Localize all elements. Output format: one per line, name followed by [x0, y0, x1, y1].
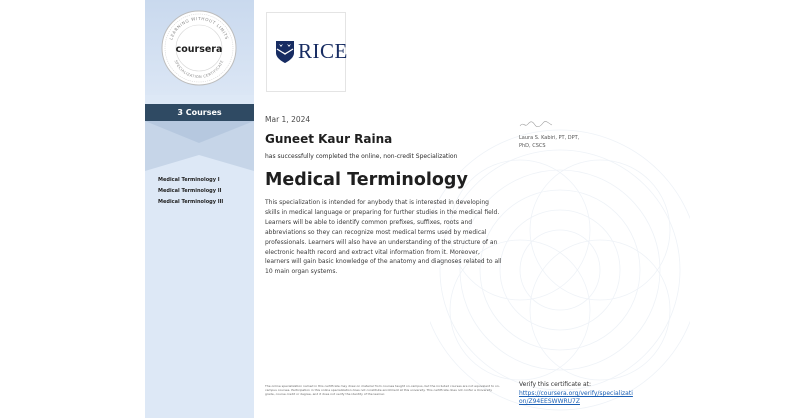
list-item: Medical Terminology III	[158, 199, 224, 205]
verify-link[interactable]: https://coursera.org/verify/specialization/Z94EESWWRU7Z	[519, 390, 633, 406]
recipient-name: Guneet Kaur Raina	[265, 132, 393, 146]
specialization-description: This specialization is intended for anybody that is interested in developing skills in medical language or preparing for further studies in the medical field. Learners will be able to identify common prefixes, suffixes, roots and abbreviations so they can recognize most medical terms used by medical professionals. Learners will also have an understanding of the structure of an electronic health record and extract vital information from it. Moreover, learners will gain basic knowledge of the anatomy and diagnoses related to all 10 main organ systems.	[265, 199, 502, 276]
completion-statement: has successfully completed the online, non-credit Specialization	[265, 153, 458, 160]
ribbon-tail-icon	[145, 121, 254, 171]
verify-label: Verify this certificate at:	[519, 381, 592, 388]
course-list	[158, 177, 223, 210]
signer-line-2: PhD, CSCS	[519, 142, 546, 149]
list-item: Medical Terminology II	[158, 188, 222, 194]
specialization-title: Medical Terminology	[265, 170, 468, 190]
svg-text:SPECIALIZATION CERTIFICATE: SPECIALIZATION CERTIFICATE	[173, 59, 225, 80]
signer-line-1: Laura S. Kabiri, PT, DPT,	[519, 135, 580, 141]
signer-credentials	[519, 135, 609, 150]
list-item: Medical Terminology I	[158, 177, 220, 183]
university-logo	[266, 12, 346, 92]
logo-wordmark: RICE	[298, 39, 348, 63]
seal-brand: coursera	[175, 44, 223, 55]
certificate-date: Mar 1, 2024	[265, 115, 311, 124]
coursera-seal-icon	[161, 10, 237, 86]
svg-text:LEARNING WITHOUT LIMITS: LEARNING WITHOUT LIMITS	[168, 15, 230, 41]
rice-shield-icon	[275, 40, 295, 64]
disclaimer-fineprint: The online specialization named in this certificate may draw on material from courses taught on-campus, but the included courses are not equivalent to on-campus courses. Participation in this online specialization does not constitute enrollment at this university. This certificate does not confer a University grade, course credit or degree, and it does not verify the identity of the learner.	[265, 384, 500, 397]
signature-icon	[518, 118, 558, 130]
sidebar	[145, 0, 254, 418]
courses-count-banner: 3 Courses	[145, 104, 254, 121]
